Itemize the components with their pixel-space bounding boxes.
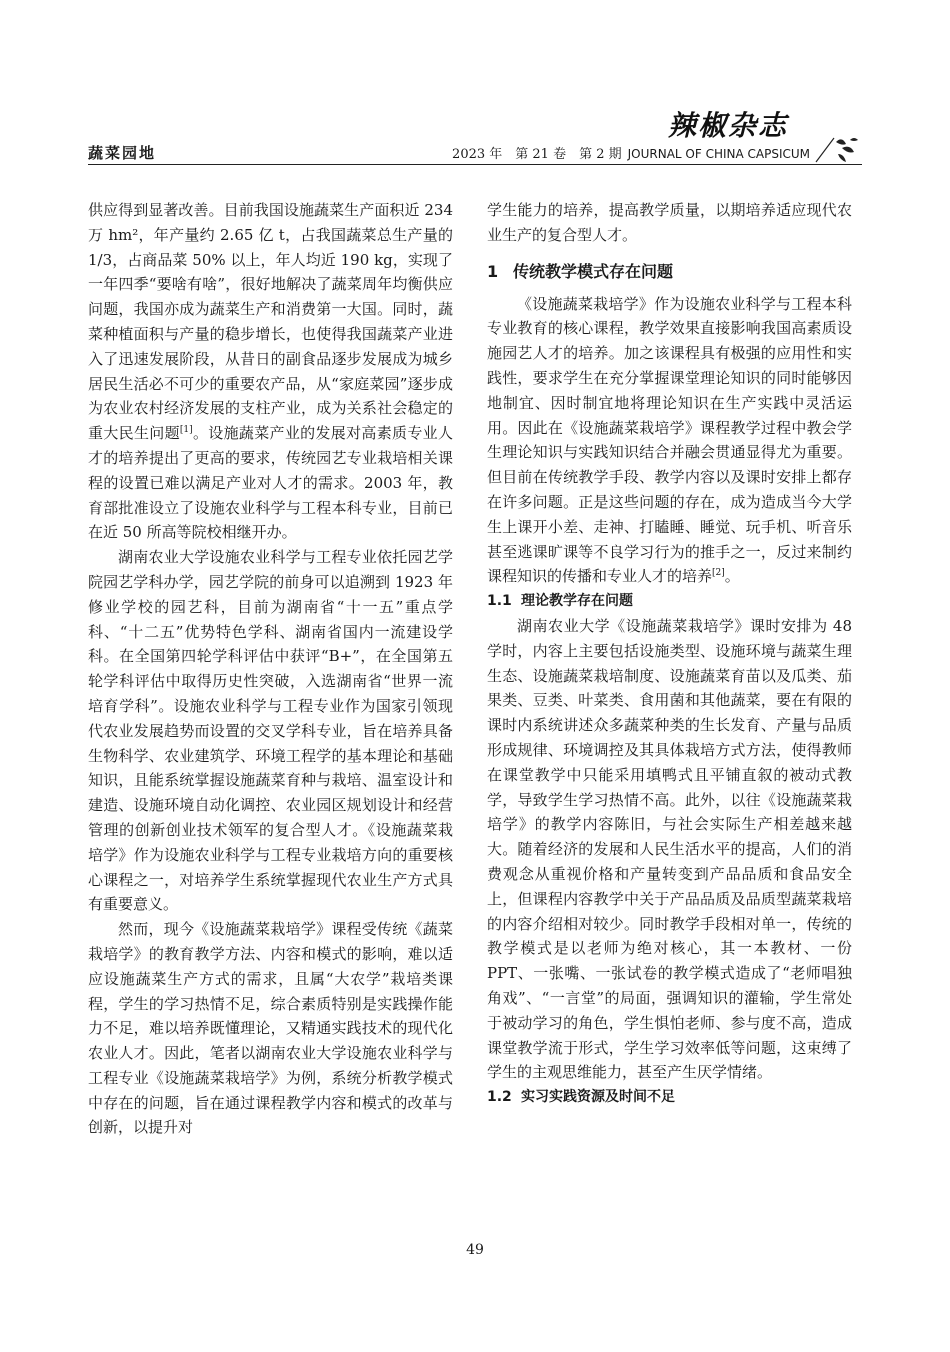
issue-number: 2023 年 第 21 卷 第 2 期 (452, 147, 622, 162)
left-column (88, 198, 453, 1140)
page-number: 49 (466, 1242, 484, 1258)
subsection-heading: 1.1 理论教学存在问题 (487, 593, 633, 610)
journal-english-title: JOURNAL OF CHINA CAPSICUM (627, 147, 810, 161)
paragraph: 供应得到显著改善。目前我国设施蔬菜生产面积近 234 万 hm²，年产量约 2.65 亿 t，占我国蔬菜总生产量的 1/3，占商品菜 50% 以上，年人均近 190 kg，实现了一年四季“要啥有啥”，很好地解决了蔬菜周年均衡供应问题，我国亦成为蔬菜生产和消费第一大国。同时，蔬菜种植面积与产量的稳步增长，也使得我国蔬菜产业进入了迅速发展阶段，从昔日的副食品逐步发展成为城乡居民生活必不可少的重要农产品，从“家庭菜园”逐步成为农业农村经济发展的支柱产业，成为关系社会稳定的重大民生问题[1]。设施蔬菜产业的发展对高素质专业人才的培养提出了更高的要求，传统园艺专业栽培相关课程的设置已难以满足产业对人才的需求。2003 年，教育部批准设立了设施农业科学与工程本科专业，目前已在近 50 所高等院校相继开办。 (88, 201, 453, 542)
subsection-heading: 1.2 实习实践资源及时间不足 (487, 1089, 675, 1106)
paragraph: 湖南农业大学《设施蔬菜栽培学》课时安排为 48 学时，内容上主要包括设施类型、设施环境与蔬菜生理生态、设施蔬菜栽培制度、设施蔬菜育苗以及瓜类、茄果类、豆类、叶菜类、食用菌和其他蔬菜，要在有限的课时内系统讲述众多蔬菜种类的生长发育、产量与品质形成规律、环境调控及其具体栽培方式方法，使得教师在课堂教学中只能采用填鸭式且平铺直叙的被动式教学，导致学生学习热情不高。此外，以往《设施蔬菜栽培学》的教学内容陈旧，与社会实际生产相差越来越大。随着经济的发展和人民生活水平的提高，人们的消费观念从重视价格和产量转变到产品品质和食品安全上，但课程内容教学中关于产品品质及品质型蔬菜栽培的内容介绍相对较少。同时教学手段相对单一，传统的教学模式是以老师为绝对核心，其一本教材、一份 PPT、一张嘴、一张试卷的教学模式造成了“老师唱独角戏”、“一言堂”的局面，强调知识的灌输，学生常处于被动学习的角色，学生惧怕老师、参与度不高，造成课堂教学流于形式，学生学习效率低等问题，这束缚了学生的主观思维能力，甚至产生厌学情绪。 (487, 616, 852, 1082)
citation: [2] (712, 568, 725, 579)
section-name: 蔬菜园地 (88, 144, 157, 162)
section-heading: 1 传统教学模式存在问题 (487, 261, 674, 281)
paragraph: 湖南农业大学设施农业科学与工程专业依托园艺学院园艺学科办学，园艺学院的前身可以追溯到 1923 年修业学校的园艺科，目前为湖南省“十一五”重点学科、“十二五”优势特色学科、湖南省国内一流建设学科。在全国第四轮学科评估中获评“B+”，在全国第五轮学科评估中取得历史性突破，入选湖南省“世界一流培育学科”。设施农业科学与工程专业作为国家引领现代农业发展趋势而设置的交叉学科专业，旨在培养具备生物科学、农业建筑学、环境工程学的基本理论和基础知识，且能系统掌握设施蔬菜育种与栽培、温室设计和建造、设施环境自动化调控、农业园区规划设计和经营管理的创新创业技术领军的复合型人才。《设施蔬菜栽培学》作为设施农业科学与工程专业栽培方向的重要核心课程之一，对培养学生系统掌握现代农业生产方式具有重要意义。 (88, 548, 453, 914)
page-header (88, 142, 862, 165)
journal-logo: 辣椒杂志 (668, 109, 789, 142)
paragraph: 学生能力的培养，提高教学质量，以期培养适应现代农业生产的复合型人才。 (487, 201, 852, 244)
paragraph: 《设施蔬菜栽培学》作为设施农业科学与工程本科专业教育的核心课程，教学效果直接影响我国高素质设施园艺人才的培养。加之该课程具有极强的应用性和实践性，要求学生在充分掌握课堂理论知识的同时能够因地制宜、因时制宜地将理论知识在生产实践中灵活运用。因此在《设施蔬菜栽培学》课程教学过程中教会学生理论知识与实践知识结合并融会贯通显得尤为重要。但目前在传统教学手段、教学内容以及课时安排上都存在许多问题。正是这些问题的存在，成为造成当今大学生上课开小差、走神、打瞌睡、睡觉、玩手机、听音乐甚至逃课旷课等不良学习行为的推手之一，反过来制约课程知识的传播和专业人才的培养[2]。 (487, 294, 852, 586)
issue-info (452, 143, 810, 162)
paragraph: 然而，现今《设施蔬菜栽培学》课程受传统《蔬菜栽培学》的教育教学方法、内容和模式的影响，难以适应设施蔬菜生产方式的需求，且属“大农学”栽培类课程，学生的学习热情不足，综合素质特别是实践操作能力不足，难以培养既懂理论，又精通实践技术的现代化农业人才。因此，笔者以湖南农业大学设施农业科学与工程专业《设施蔬菜栽培学》为例，系统分析教学模式中存在的问题，旨在通过课程教学内容和模式的改革与创新，以提升对 (88, 920, 453, 1137)
citation: [1] (179, 425, 193, 436)
right-column (487, 198, 852, 1110)
pepper-logo-icon (814, 132, 862, 166)
